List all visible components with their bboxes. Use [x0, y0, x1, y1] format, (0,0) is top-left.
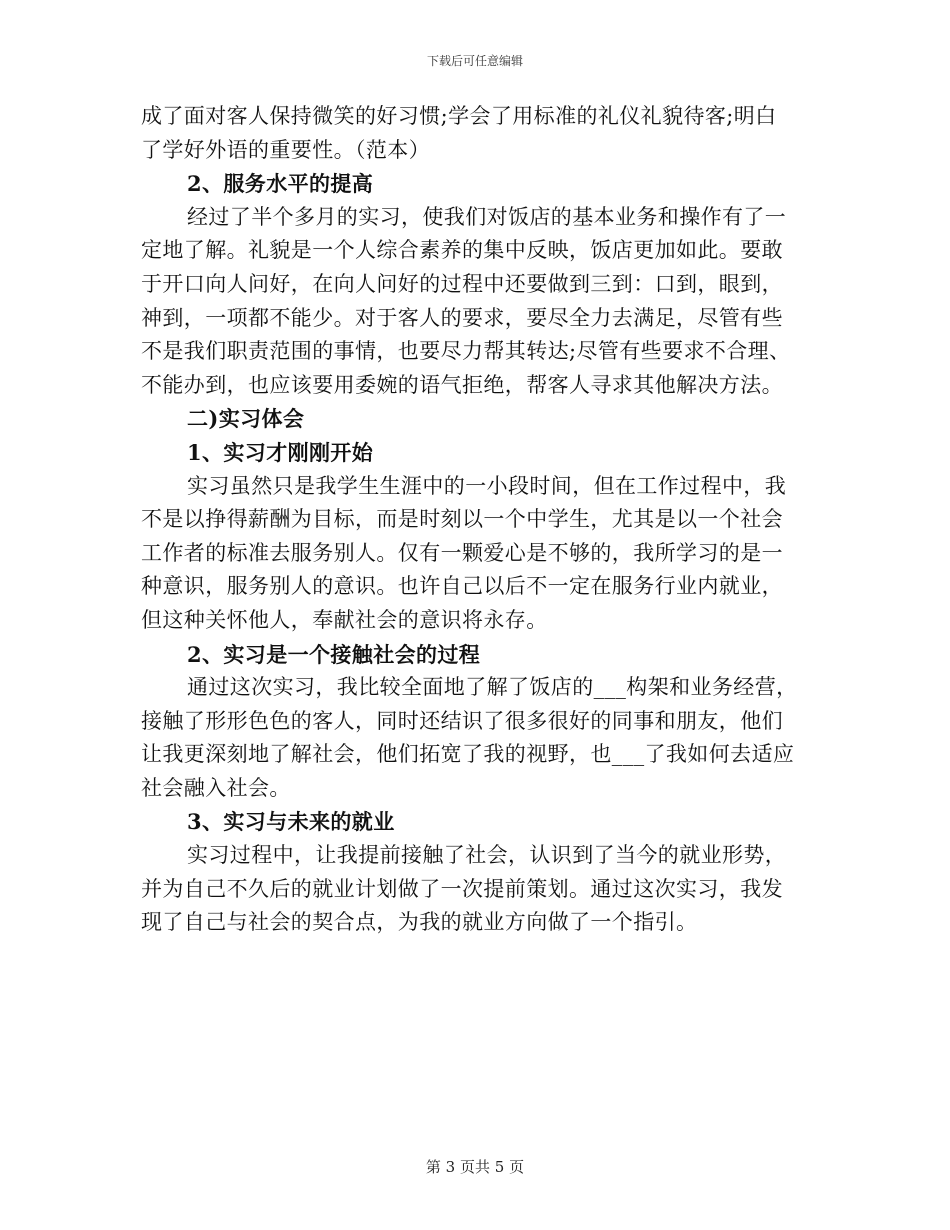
- section-heading: 1、实习才刚刚开始: [187, 439, 374, 465]
- paragraph-line: 但这种关怀他人，奉献社会的意识将永存。: [141, 607, 548, 632]
- paragraph-line: 实习虽然只是我学生生涯中的一小段时间，但在工作过程中，我: [187, 473, 787, 498]
- paragraph-line: 种意识，服务别人的意识。也许自己以后不一定在服务行业内就业，: [141, 574, 783, 599]
- paragraph-line: 工作者的标准去服务别人。仅有一颗爱心是不够的，我所学习的是一: [141, 540, 783, 565]
- paragraph-line: 并为自己不久后的就业计划做了一次提前策划。通过这次实习，我发: [141, 876, 783, 901]
- section-heading: 2、实习是一个接触社会的过程: [187, 641, 481, 667]
- paragraph-line: 社会融入社会。: [141, 775, 291, 800]
- paragraph-line: 了学好外语的重要性。（范本）: [141, 137, 431, 162]
- section-heading: 2、服务水平的提高: [187, 171, 374, 197]
- page-header: 下载后可任意编辑: [426, 54, 523, 68]
- paragraph-line: 于开口向人问好，在向人问好的过程中还要做到三到：口到，眼到，: [141, 271, 783, 296]
- paragraph-line: 不能办到，也应该要用委婉的语气拒绝，帮客人寻求其他解决方法。: [141, 372, 783, 397]
- paragraph-line: 接触了形形色色的客人，同时还结识了很多很好的同事和朋友，他们: [141, 708, 783, 733]
- paragraph-line: 现了自己与社会的契合点，为我的就业方向做了一个指引。: [141, 910, 698, 935]
- paragraph-line: 不是以挣得薪酬为目标，而是时刻以一个中学生，尤其是以一个社会: [141, 507, 783, 532]
- paragraph-line: 神到，一项都不能少。对于客人的要求，要尽全力去满足，尽管有些: [141, 305, 783, 330]
- document-body: [141, 100, 806, 940]
- paragraph-line: 经过了半个多月的实习，使我们对饭店的基本业务和操作有了一: [187, 204, 787, 229]
- paragraph-line: 让我更深刻地了解社会，他们拓宽了我的视野，也___了我如何去适应: [141, 742, 795, 767]
- paragraph-line: 定地了解。礼貌是一个人综合素养的集中反映，饭店更加如此。要敢: [141, 238, 783, 263]
- paragraph-line: 实习过程中，让我提前接触了社会，认识到了当今的就业形势，: [187, 843, 787, 868]
- page-footer: 第 3 页共 5 页: [425, 1158, 525, 1176]
- section-heading: 3、实习与未来的就业: [187, 809, 395, 835]
- paragraph-line: 成了面对客人保持微笑的好习惯;学会了用标准的礼仪礼貌待客;明白: [141, 104, 777, 128]
- paragraph-line: 通过这次实习，我比较全面地了解了饭店的___构架和业务经营，: [187, 675, 798, 700]
- paragraph-line: 不是我们职责范围的事情，也要尽力帮其转达;尽管有些要求不合理、: [141, 339, 791, 364]
- section-heading: 二)实习体会: [187, 406, 305, 432]
